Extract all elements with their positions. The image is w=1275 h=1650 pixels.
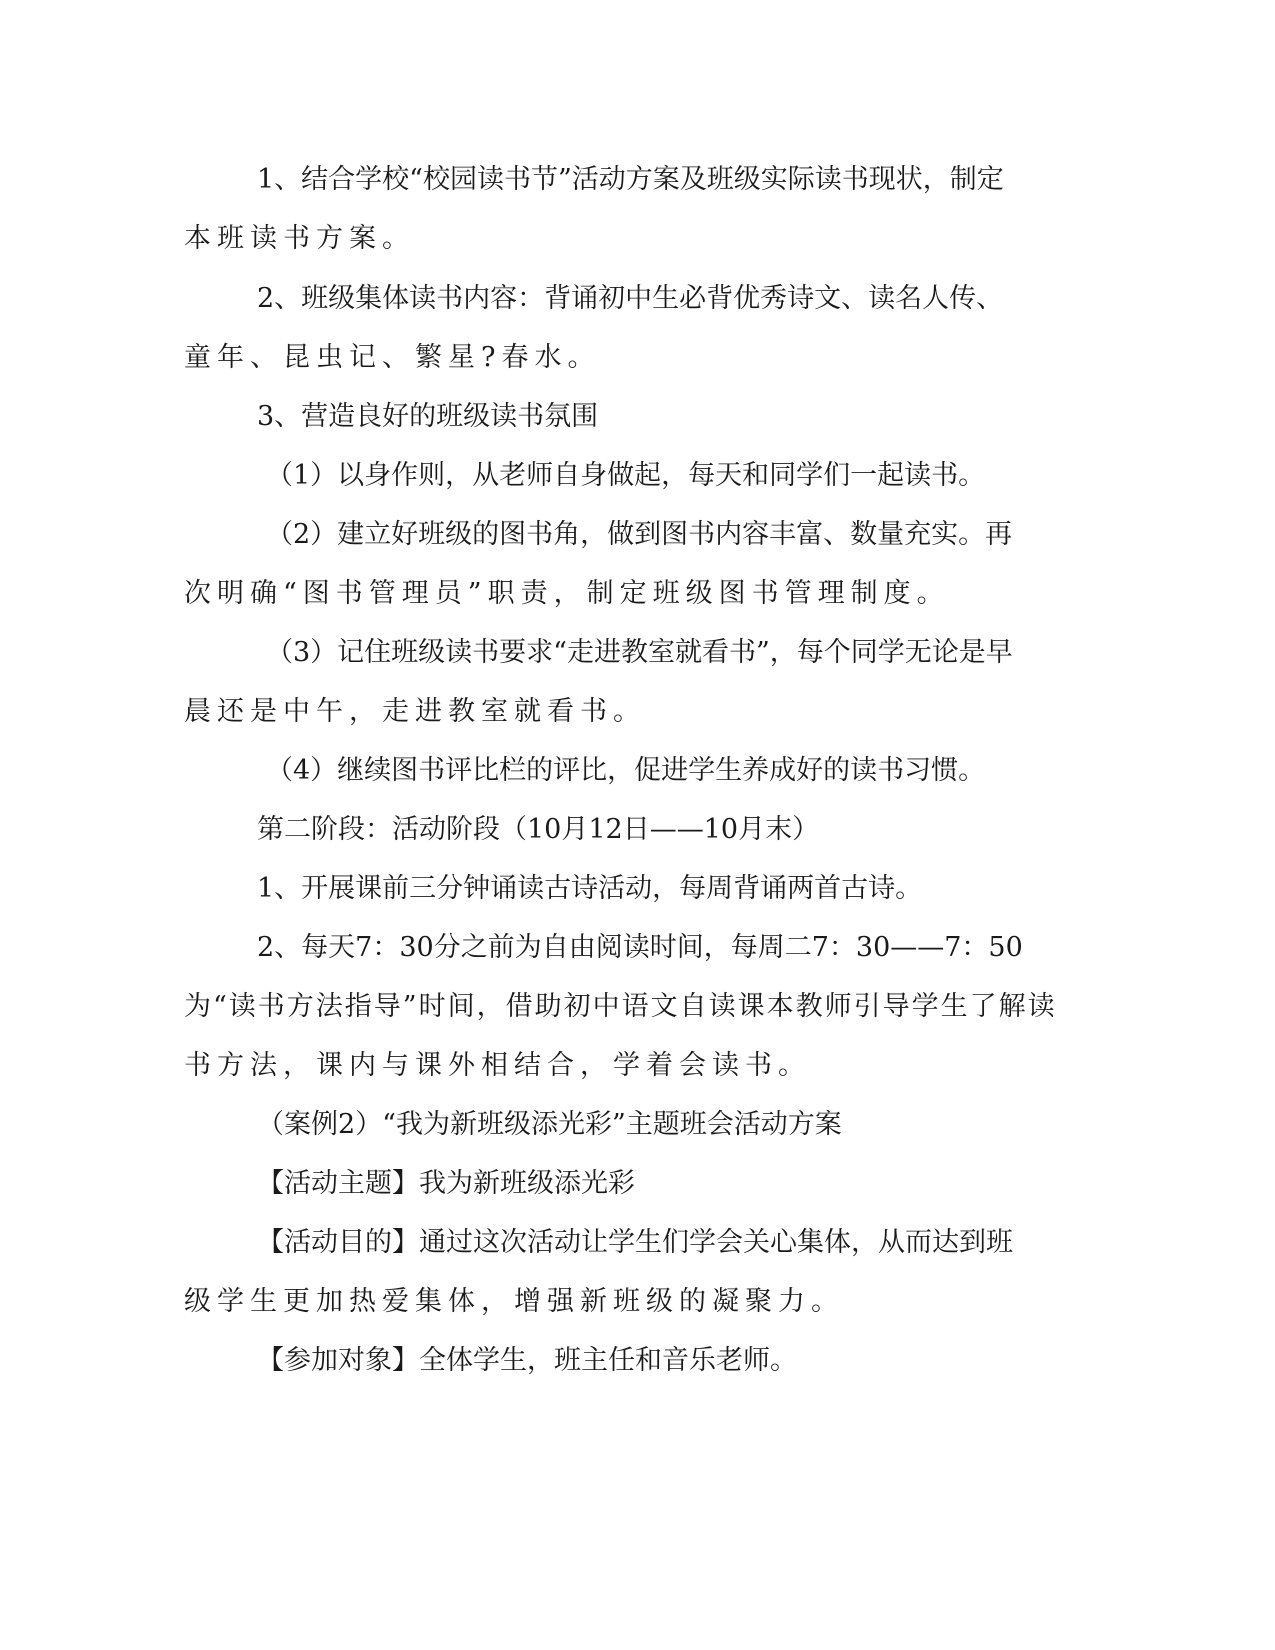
paragraph-line: （1）以身作则，从老师自身做起，每天和同学们一起读书。 [266,460,986,491]
paragraph-line: （3）记住班级读书要求“走进教室就看书”，每个同学无论是早 [266,637,1013,668]
paragraph-line: 3、营造良好的班级读书氛围 [257,401,599,432]
paragraph-line: 1、开展课前三分钟诵读古诗活动，每周背诵两首古诗。 [257,873,923,904]
paragraph-line: 2、每天7：30分之前为自由阅读时间，每周二7：30——7：50 [257,932,1023,963]
paragraph-line: 次明确“图书管理员”职责，制定班级图书管理制度。 [184,578,950,609]
paragraph-line: 1、结合学校“校园读书节”活动方案及班级实际读书现状，制定 [257,164,1004,195]
case-title: （案例2）“我为新班级添光彩”主题班会活动方案 [257,1109,842,1140]
paragraph-line: 晨还是中午，走进教室就看书。 [184,696,646,727]
section-heading: 第二阶段：活动阶段（10月12日——10月末） [257,814,820,845]
paragraph-line: 2、班级集体读书内容：背诵初中生必背优秀诗文、读名人传、 [257,283,1004,314]
participants: 【参加对象】全体学生，班主任和音乐老师。 [257,1345,797,1376]
paragraph-line: 童年、昆虫记、繁星?春水。 [184,342,601,373]
paragraph-line: （2）建立好班级的图书角，做到图书内容丰富、数量充实。再 [266,519,1013,550]
activity-purpose: 【活动目的】通过这次活动让学生们学会关心集体，从而达到班 [257,1227,1013,1258]
paragraph-line: 为“读书方法指导”时间，借助初中语文自读课本教师引导学生了解读 [184,991,1057,1022]
paragraph-line: 级学生更加热爱集体，增强新班级的凝聚力。 [184,1286,844,1317]
paragraph-line: 书方法，课内与课外相结合，学着会读书。 [184,1050,811,1081]
paragraph-line: 本班读书方案。 [184,223,415,254]
paragraph-line: （4）继续图书评比栏的评比，促进学生养成好的读书习惯。 [266,755,986,786]
activity-theme: 【活动主题】我为新班级添光彩 [257,1168,635,1199]
